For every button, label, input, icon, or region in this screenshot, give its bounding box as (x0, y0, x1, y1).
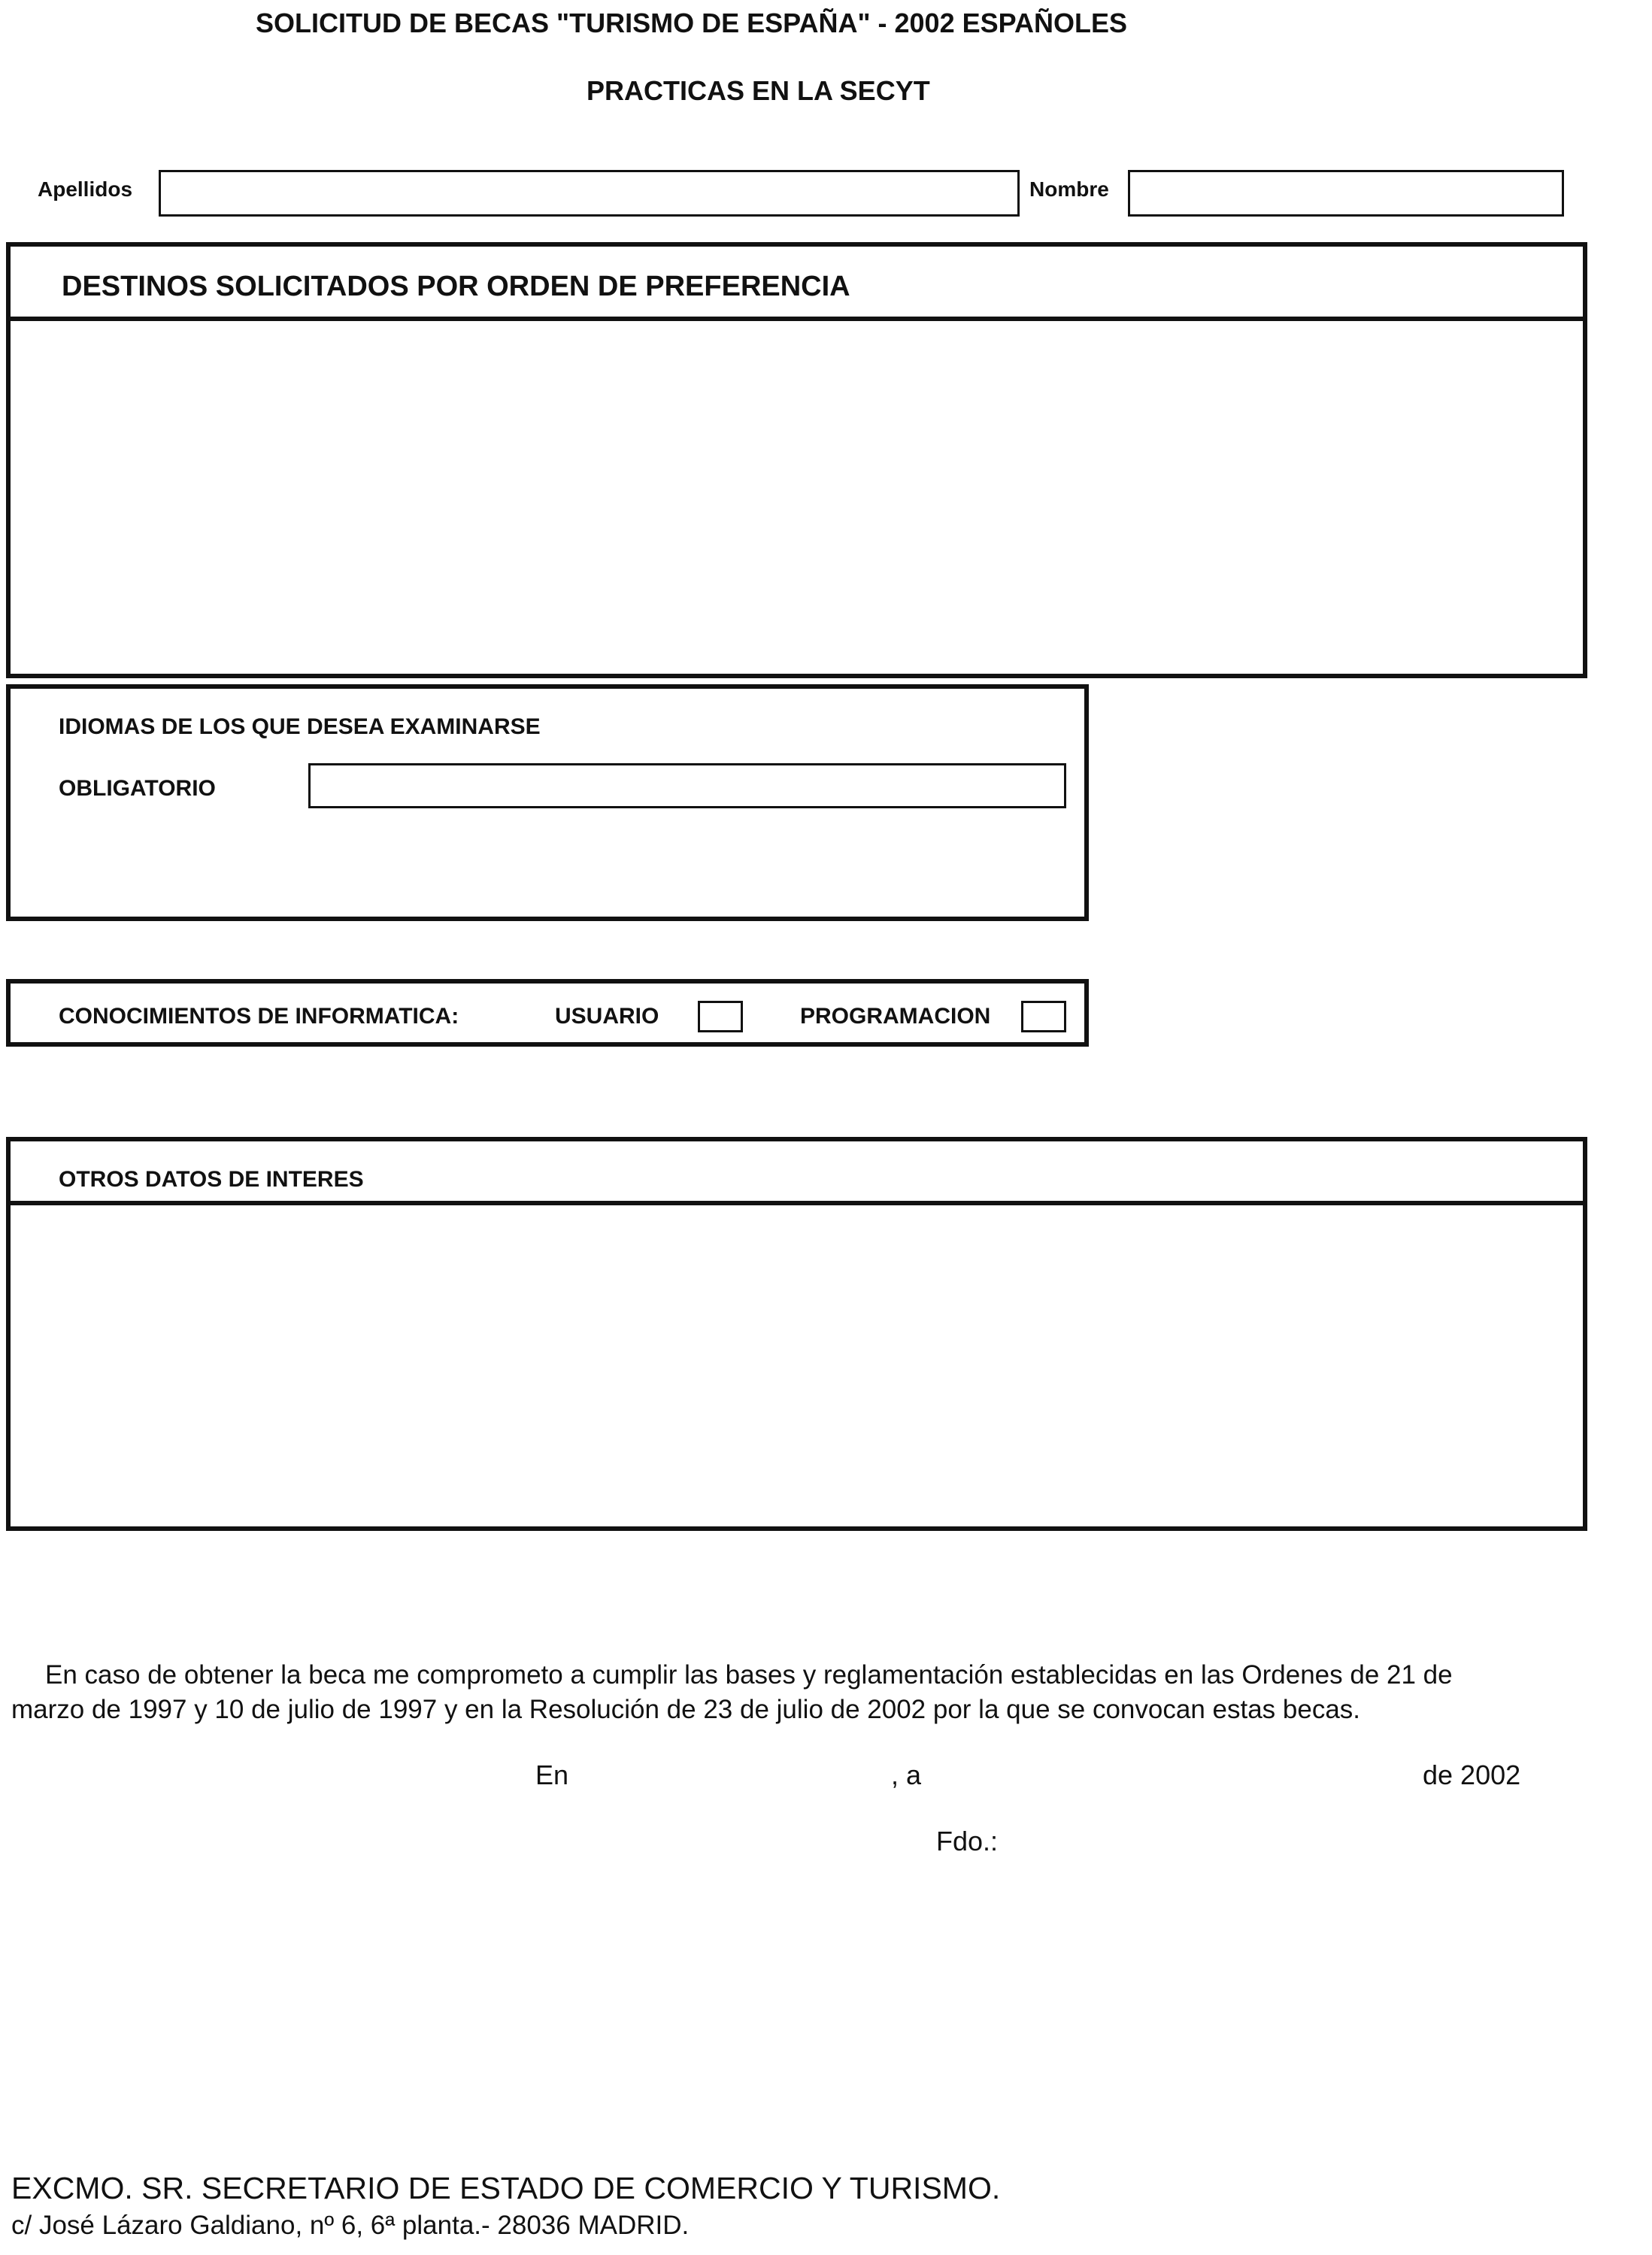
otros-divider (6, 1201, 1587, 1205)
declaration-line-2: marzo de 1997 y 10 de julio de 1997 y en la Resolución de 23 de julio de 2002 por la que se convocan estas becas. (11, 1695, 1361, 1724)
apellidos-label: Apellidos (38, 177, 133, 201)
addressee: EXCMO. SR. SECRETARIO DE ESTADO DE COMERCIO Y TURISMO. (11, 2171, 1001, 2205)
form-subtitle: PRACTICAS EN LA SECYT (587, 75, 930, 106)
apellidos-field[interactable] (159, 170, 1020, 217)
form-title: SOLICITUD DE BECAS "TURISMO DE ESPAÑA" - 2002 ESPAÑOLES (256, 8, 1127, 38)
obligatorio-label: OBLIGATORIO (59, 776, 216, 801)
otros-input-area[interactable] (15, 1211, 1579, 1519)
obligatorio-field[interactable] (308, 763, 1066, 808)
idiomas-heading: IDIOMAS DE LOS QUE DESEA EXAMINARSE (59, 714, 541, 739)
programacion-label: PROGRAMACION (800, 1004, 991, 1029)
destinos-heading: DESTINOS SOLICITADOS POR ORDEN DE PREFERENCIA (62, 271, 850, 302)
date-label: , a (891, 1759, 922, 1790)
nombre-field[interactable] (1128, 170, 1564, 217)
programacion-checkbox[interactable] (1021, 1001, 1066, 1032)
otros-heading: OTROS DATOS DE INTERES (59, 1167, 364, 1192)
year-label: de 2002 (1423, 1759, 1521, 1790)
place-label: En (535, 1759, 569, 1790)
nombre-label: Nombre (1029, 177, 1109, 201)
informatica-label: CONOCIMIENTOS DE INFORMATICA: (59, 1004, 459, 1029)
declaration-line-1: En caso de obtener la beca me comprometo a cumplir las bases y reglamentación establecidas en las Ordenes de 21 de (45, 1660, 1453, 1690)
destinos-input-area[interactable] (15, 325, 1579, 667)
signature-label: Fdo.: (936, 1826, 999, 1856)
usuario-label: USUARIO (555, 1004, 659, 1029)
destinos-divider (6, 317, 1587, 321)
usuario-checkbox[interactable] (698, 1001, 743, 1032)
address: c/ José Lázaro Galdiano, nº 6, 6ª planta.- 28036 MADRID. (11, 2211, 690, 2240)
